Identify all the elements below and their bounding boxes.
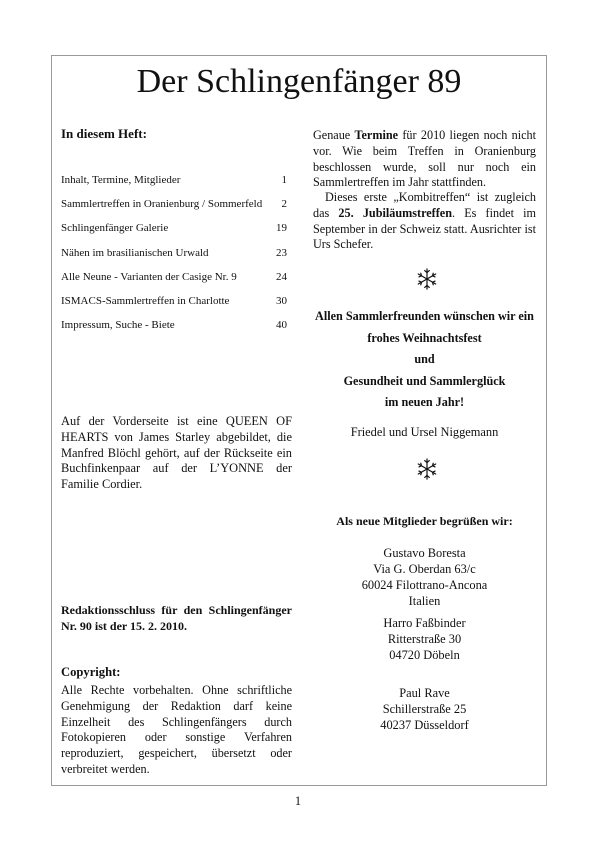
address-line: Paul Rave [399,686,450,700]
text-run: . Es findet im September in der Schweiz statt. Ausrichter ist Urs Schefer. [313,205,537,252]
toc-item-label: Impressum, Suche - Biete [61,319,175,332]
address-line: Schillerstraße 25 [382,702,467,716]
greeting-line: frohes Weihnachtsfest [367,330,482,345]
signature: Friedel und Ursel Niggemann [350,425,499,439]
toc-item [61,295,287,319]
toc-item-label: Nähen im brasilianischen Urwald [61,246,209,259]
toc-item-page: 1 [281,174,287,186]
toc-item-page: 30 [276,294,287,307]
snowflake-icon [416,458,438,480]
address-line: Italien [408,594,441,608]
page-number: 1 [294,794,302,808]
address-line: 40237 Düsseldorf [380,718,469,732]
toc-item-page: 2 [281,198,287,211]
toc-item-page: 24 [276,270,287,283]
toc-item [61,174,287,198]
address-line: Ritterstraße 30 [387,632,462,646]
holiday-greetings [313,306,536,414]
address-line: 04720 Döbeln [389,648,460,662]
text-run: Dieses erste „Kombitreffen“ ist zugleich das [313,190,536,220]
address-line: Via G. Oberdan 63/c [373,562,476,576]
toc-item-label: ISMACS-Sammlertreffen in Charlotte [61,294,230,307]
anniversary-paragraph [313,190,536,253]
toc-item-label: Schlingenfänger Galerie [61,222,169,235]
toc-item [61,198,287,222]
greeting-line: Gesundheit und Sammlerglück [343,373,506,388]
greeting-line: und [414,352,435,366]
toc-item [61,319,287,343]
text-run: für 2010 liegen noch nicht vor. Wie beim Treffen in Oranienburg beschlossen wurde, soll nur noch ein Sammlertreffen im Jahr stattfinden. [313,128,536,190]
toc-item-label: Inhalt, Termine, Mitglieder [61,174,181,186]
member-address [313,685,536,733]
text-run-bold: 25. Jubiläumstreffen [338,205,452,220]
toc-item-page: 23 [276,246,287,259]
toc-item-label: Sammlertreffen in Oranienburg / Sommerfeld [61,198,263,211]
toc-item-label: Alle Neune - Varianten der Casige Nr. 9 [61,270,237,283]
greeting-line: Allen Sammlerfreunden wünschen wir ein [315,309,534,323]
address-line: Gustavo Boresta [383,546,466,560]
toc-item [61,271,287,295]
member-address [313,545,536,609]
toc-item [61,222,287,246]
new-members-heading: Als neue Mitglieder begrüßen wir: [336,514,513,528]
toc-item [61,247,287,271]
snowflake-icon [416,268,438,290]
dates-paragraph [313,128,536,191]
toc-heading: In diesem Heft: [61,126,147,141]
table-of-contents [61,174,287,343]
cover-description: Auf der Vorderseite ist eine QUEEN OF HEARTS von James Starley abgebildet, die Manfred Blöchl gehört, auf der Rückseite ein Buchfinkenpaar auf der L’YONNE der Familie Cordier. [61,414,292,492]
member-address [313,615,536,663]
toc-item-page: 19 [276,222,287,235]
editorial-deadline: Redaktionsschluss für den Schlingenfänger Nr. 90 ist der 15. 2. 2010. [61,603,292,633]
address-line: Harro Faßbinder [383,616,466,630]
greeting-line: im neuen Jahr! [384,395,465,409]
toc-item-page: 40 [276,319,287,332]
copyright-heading: Copyright: [61,665,121,679]
address-line: 60024 Filottrano-Ancona [361,578,488,592]
text-run-bold: Termine [354,128,399,142]
text-run: Genaue [313,128,355,142]
page-title: Der Schlingenfänger 89 [136,63,462,100]
copyright-text: Alle Rechte vorbehalten. Ohne schriftliche Genehmigung der Redaktion darf keine Einzelheit des Schlingenfängers durch Fotokopieren oder sonstige Verfahren reproduziert, gespeichert, übersetzt oder verbreitet werden. [61,683,292,776]
